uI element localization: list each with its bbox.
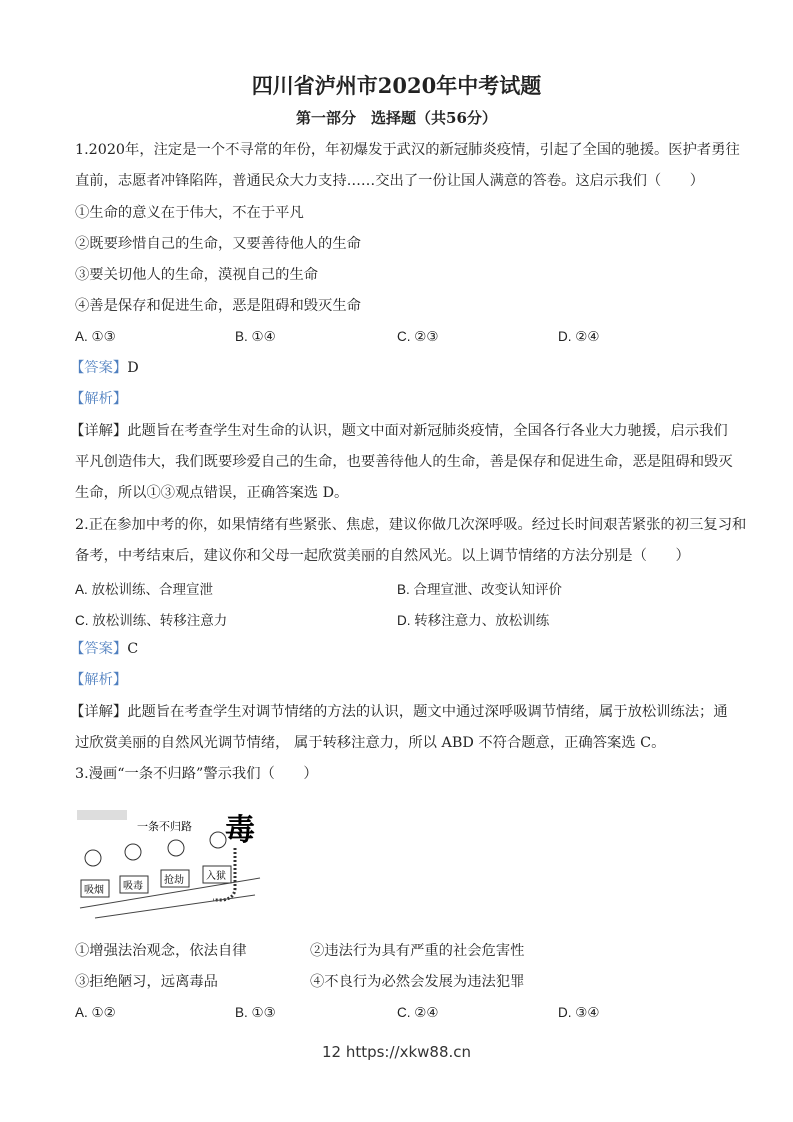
q3-option-a: A. ①② — [75, 1005, 116, 1020]
smudge — [77, 810, 127, 820]
q2-option-d: D. 转移注意力、放松训练 — [397, 613, 550, 628]
q2-option-a: A. 放松训练、合理宣泄 — [75, 582, 214, 597]
q1-answer — [70, 359, 139, 377]
q1-option-b: B. ①④ — [235, 329, 276, 344]
q3-option-c: C. ②④ — [397, 1005, 439, 1020]
q2-option-b: B. 合理宣泄、改变认知评价 — [397, 582, 563, 597]
q3-item: ③拒绝陋习，远离毒品 — [75, 974, 218, 990]
detail-text: 此题旨在考查学生对生命的认识，题文中面对新冠肺炎疫情，全国各行各业大力驰援，启示我们 — [127, 423, 728, 439]
q3-item: ④不良行为必然会发展为违法犯罪 — [310, 974, 525, 990]
page-footer: 12 https://xkw88.cn — [321, 1043, 472, 1061]
q3-option-d: D. ③④ — [558, 1005, 600, 1020]
q1-option-a: A. ①③ — [75, 329, 116, 344]
answer-label: 【答案】 — [70, 360, 128, 376]
analysis-label: 【解析】 — [70, 672, 128, 688]
q2-stem-line: 备考，中考结束后，建议你和父母一起欣赏美丽的自然风光。以上调节情绪的方法分别是（ ） — [75, 548, 690, 564]
cartoon-sign: 吸毒 — [123, 881, 143, 892]
analysis-label: 【解析】 — [70, 391, 128, 407]
cartoon-caption: 一条不归路 — [137, 820, 192, 833]
q2-option-c: C. 放松训练、转移注意力 — [75, 613, 228, 628]
q1-stem-line: 1.2020年，注定是一个不寻常的年份，年初爆发于武汉的新冠肺炎疫情，引起了全国的驰援。医护者勇往 — [75, 142, 740, 158]
answer-label: 【答案】 — [70, 641, 128, 657]
q1-item: ②既要珍惜自己的生命，又要善待他人的生命 — [75, 236, 361, 252]
cartoon-image — [75, 800, 265, 922]
page-title: 四川省泸州市2020年中考试题 — [251, 73, 542, 98]
q1-detail-line: 平凡创造伟大，我们既要珍爱自己的生命，也要善待他人的生命，善是保存和促进生命，恶是阻碍和毁灭 — [75, 454, 733, 470]
q2-detail-line — [70, 703, 728, 721]
q1-item: ③要关切他人的生命，漠视自己的生命 — [75, 267, 319, 283]
cartoon-sign: 入狱 — [206, 871, 226, 882]
q3-item: ①增强法治观念，依法自律 — [75, 943, 247, 959]
q1-item: ④善是保存和促进生命，恶是阻碍和毁灭生命 — [75, 298, 361, 314]
answer-value: D — [127, 360, 139, 376]
q1-detail-line: 生命，所以①③观点错误，正确答案选 D。 — [75, 485, 349, 501]
answer-value: C — [127, 641, 139, 657]
cartoon-sign: 吸烟 — [84, 885, 104, 896]
detail-text: 此题旨在考查学生对调节情绪的方法的认识，题文中通过深呼吸调节情绪，属于放松训练法；通 — [127, 704, 728, 720]
detail-label: 【详解】 — [70, 704, 128, 720]
section-heading: 第一部分 选择题（共56分） — [296, 109, 497, 127]
q3-item: ②违法行为具有严重的社会危害性 — [310, 943, 525, 959]
q1-stem-line: 直前，志愿者冲锋陷阵，普通民众大力支持……交出了一份让国人满意的答卷。这启示我们（ ） — [75, 173, 705, 189]
q2-answer — [70, 640, 138, 658]
q1-option-c: C. ②③ — [397, 329, 439, 344]
q3-stem: 3.漫画“一条不归路”警示我们（ ） — [75, 766, 318, 782]
q1-detail-line — [70, 422, 728, 440]
q1-item: ①生命的意义在于伟大，不在于平凡 — [75, 205, 304, 221]
cartoon-sign: 抢劫 — [164, 875, 184, 886]
q2-detail-line: 过欣赏美丽的自然风光调节情绪， 属于转移注意力，所以 ABD 不符合题意，正确答案选 C。 — [75, 735, 666, 751]
q2-stem-line: 2.正在参加中考的你，如果情绪有些紧张、焦虑，建议你做几次深呼吸。经过长时间艰苦紧张的初三复习和 — [75, 517, 747, 533]
q3-option-b: B. ①③ — [235, 1005, 276, 1020]
q1-option-d: D. ②④ — [558, 329, 600, 344]
cartoon-poison-char: 毒 — [225, 813, 255, 848]
detail-label: 【详解】 — [70, 423, 128, 439]
